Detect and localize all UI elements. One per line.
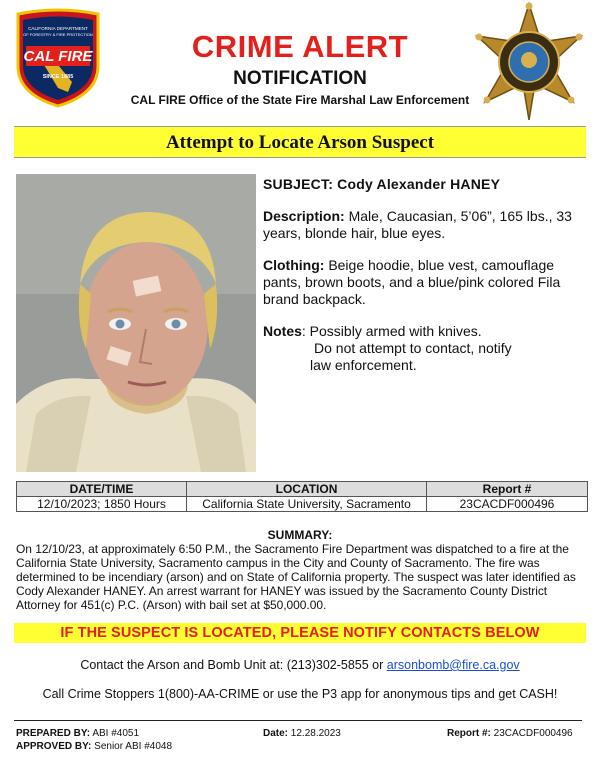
notes-line1: : Possibly armed with knives. <box>301 323 482 339</box>
approved-value: Senior ABI #4048 <box>91 741 173 752</box>
cell-date: 12/10/2023; 1850 Hours <box>17 497 187 512</box>
office-name: CAL FIRE Office of the State Fire Marshal Law Enforcement <box>130 93 470 107</box>
header-date: DATE/TIME <box>17 482 187 497</box>
clothing-text: Beige hoodie, blue vest, camouflage pants, brown boots, and a blue/pink colored Fila brand backpack. <box>263 257 561 307</box>
prepared-label: PREPARED BY: <box>16 728 91 739</box>
crime-stoppers-line: Call Crime Stoppers 1(800)-AA-CRIME or use the P3 app for anonymous tips and get CASH! <box>42 687 558 701</box>
footer-date <box>263 727 341 740</box>
page-title: CRIME ALERT <box>191 29 409 64</box>
summary-text: On 12/10/23, at approximately 6:50 P.M., the Sacramento Fire Department was dispatched to a fire at the California State University, Sacramento campus in the City and County of Sacramento. The fire was determined to be incendiary (arson) and on State of California property. The suspect was later identified as Cody Alexander HANEY. An arrest warrant for HANEY was issued by the Sacramento County District Attorney for 451(c) P.C. (Arson) with bail set at $50,000.00. <box>16 542 576 612</box>
notes-line3: law enforcement. <box>310 357 417 373</box>
page-subtitle: NOTIFICATION <box>233 68 367 89</box>
table-row <box>17 497 588 512</box>
notify-alert-bar: IF THE SUSPECT IS LOCATED, PLEASE NOTIFY CONTACTS BELOW <box>14 623 586 643</box>
contact-line <box>0 658 600 672</box>
header <box>110 30 490 108</box>
incident-table <box>16 481 588 512</box>
contact-text: Contact the Arson and Bomb Unit at: (213)302-5855 or <box>80 658 387 672</box>
description-block <box>263 208 593 242</box>
table-header-row <box>17 482 588 497</box>
logo-line1: CALIFORNIA DEPARTMENT <box>28 26 88 31</box>
description-text: Male, Caucasian, 5’06”, 165 lbs., 33 years, blonde hair, blue eyes. <box>263 208 572 241</box>
report-value: 23CACDF000496 <box>490 728 573 739</box>
cell-location: California State University, Sacramento <box>187 497 427 512</box>
date-value: 12.28.2023 <box>288 728 341 739</box>
clothing-label: Clothing: <box>263 257 325 273</box>
approved-label: APPROVED BY: <box>16 741 92 752</box>
email-link[interactable]: arsonbomb@fire.ca.gov <box>386 658 520 672</box>
suspect-photo <box>16 174 256 472</box>
logo-since: SINCE 1885 <box>42 74 74 80</box>
logo-main-text: CAL FIRE <box>23 48 93 65</box>
date-label: Date: <box>263 728 289 739</box>
cell-report: 23CACDF000496 <box>427 497 588 512</box>
header-report: Report # <box>427 482 588 497</box>
logo-line2: OF FORESTRY & FIRE PROTECTION <box>23 32 93 37</box>
prepared-value: ABI #4051 <box>90 728 140 739</box>
subject-details <box>263 176 593 374</box>
notes-line2: Do not attempt to contact, notify <box>314 340 512 356</box>
description-label: Description: <box>263 208 345 224</box>
report-label: Report #: <box>447 728 491 739</box>
alert-banner: Attempt to Locate Arson Suspect <box>14 126 586 158</box>
subject-name: SUBJECT: Cody Alexander HANEY <box>263 176 501 192</box>
footer-prepared <box>16 727 172 753</box>
notes-label: Notes <box>263 323 302 339</box>
notes-block <box>263 323 593 374</box>
clothing-block <box>263 257 593 308</box>
footer-report <box>447 727 573 740</box>
header-location: LOCATION <box>187 482 427 497</box>
cal-fire-logo <box>14 8 102 108</box>
summary-title: SUMMARY: <box>267 528 333 542</box>
footer-divider <box>14 720 582 721</box>
